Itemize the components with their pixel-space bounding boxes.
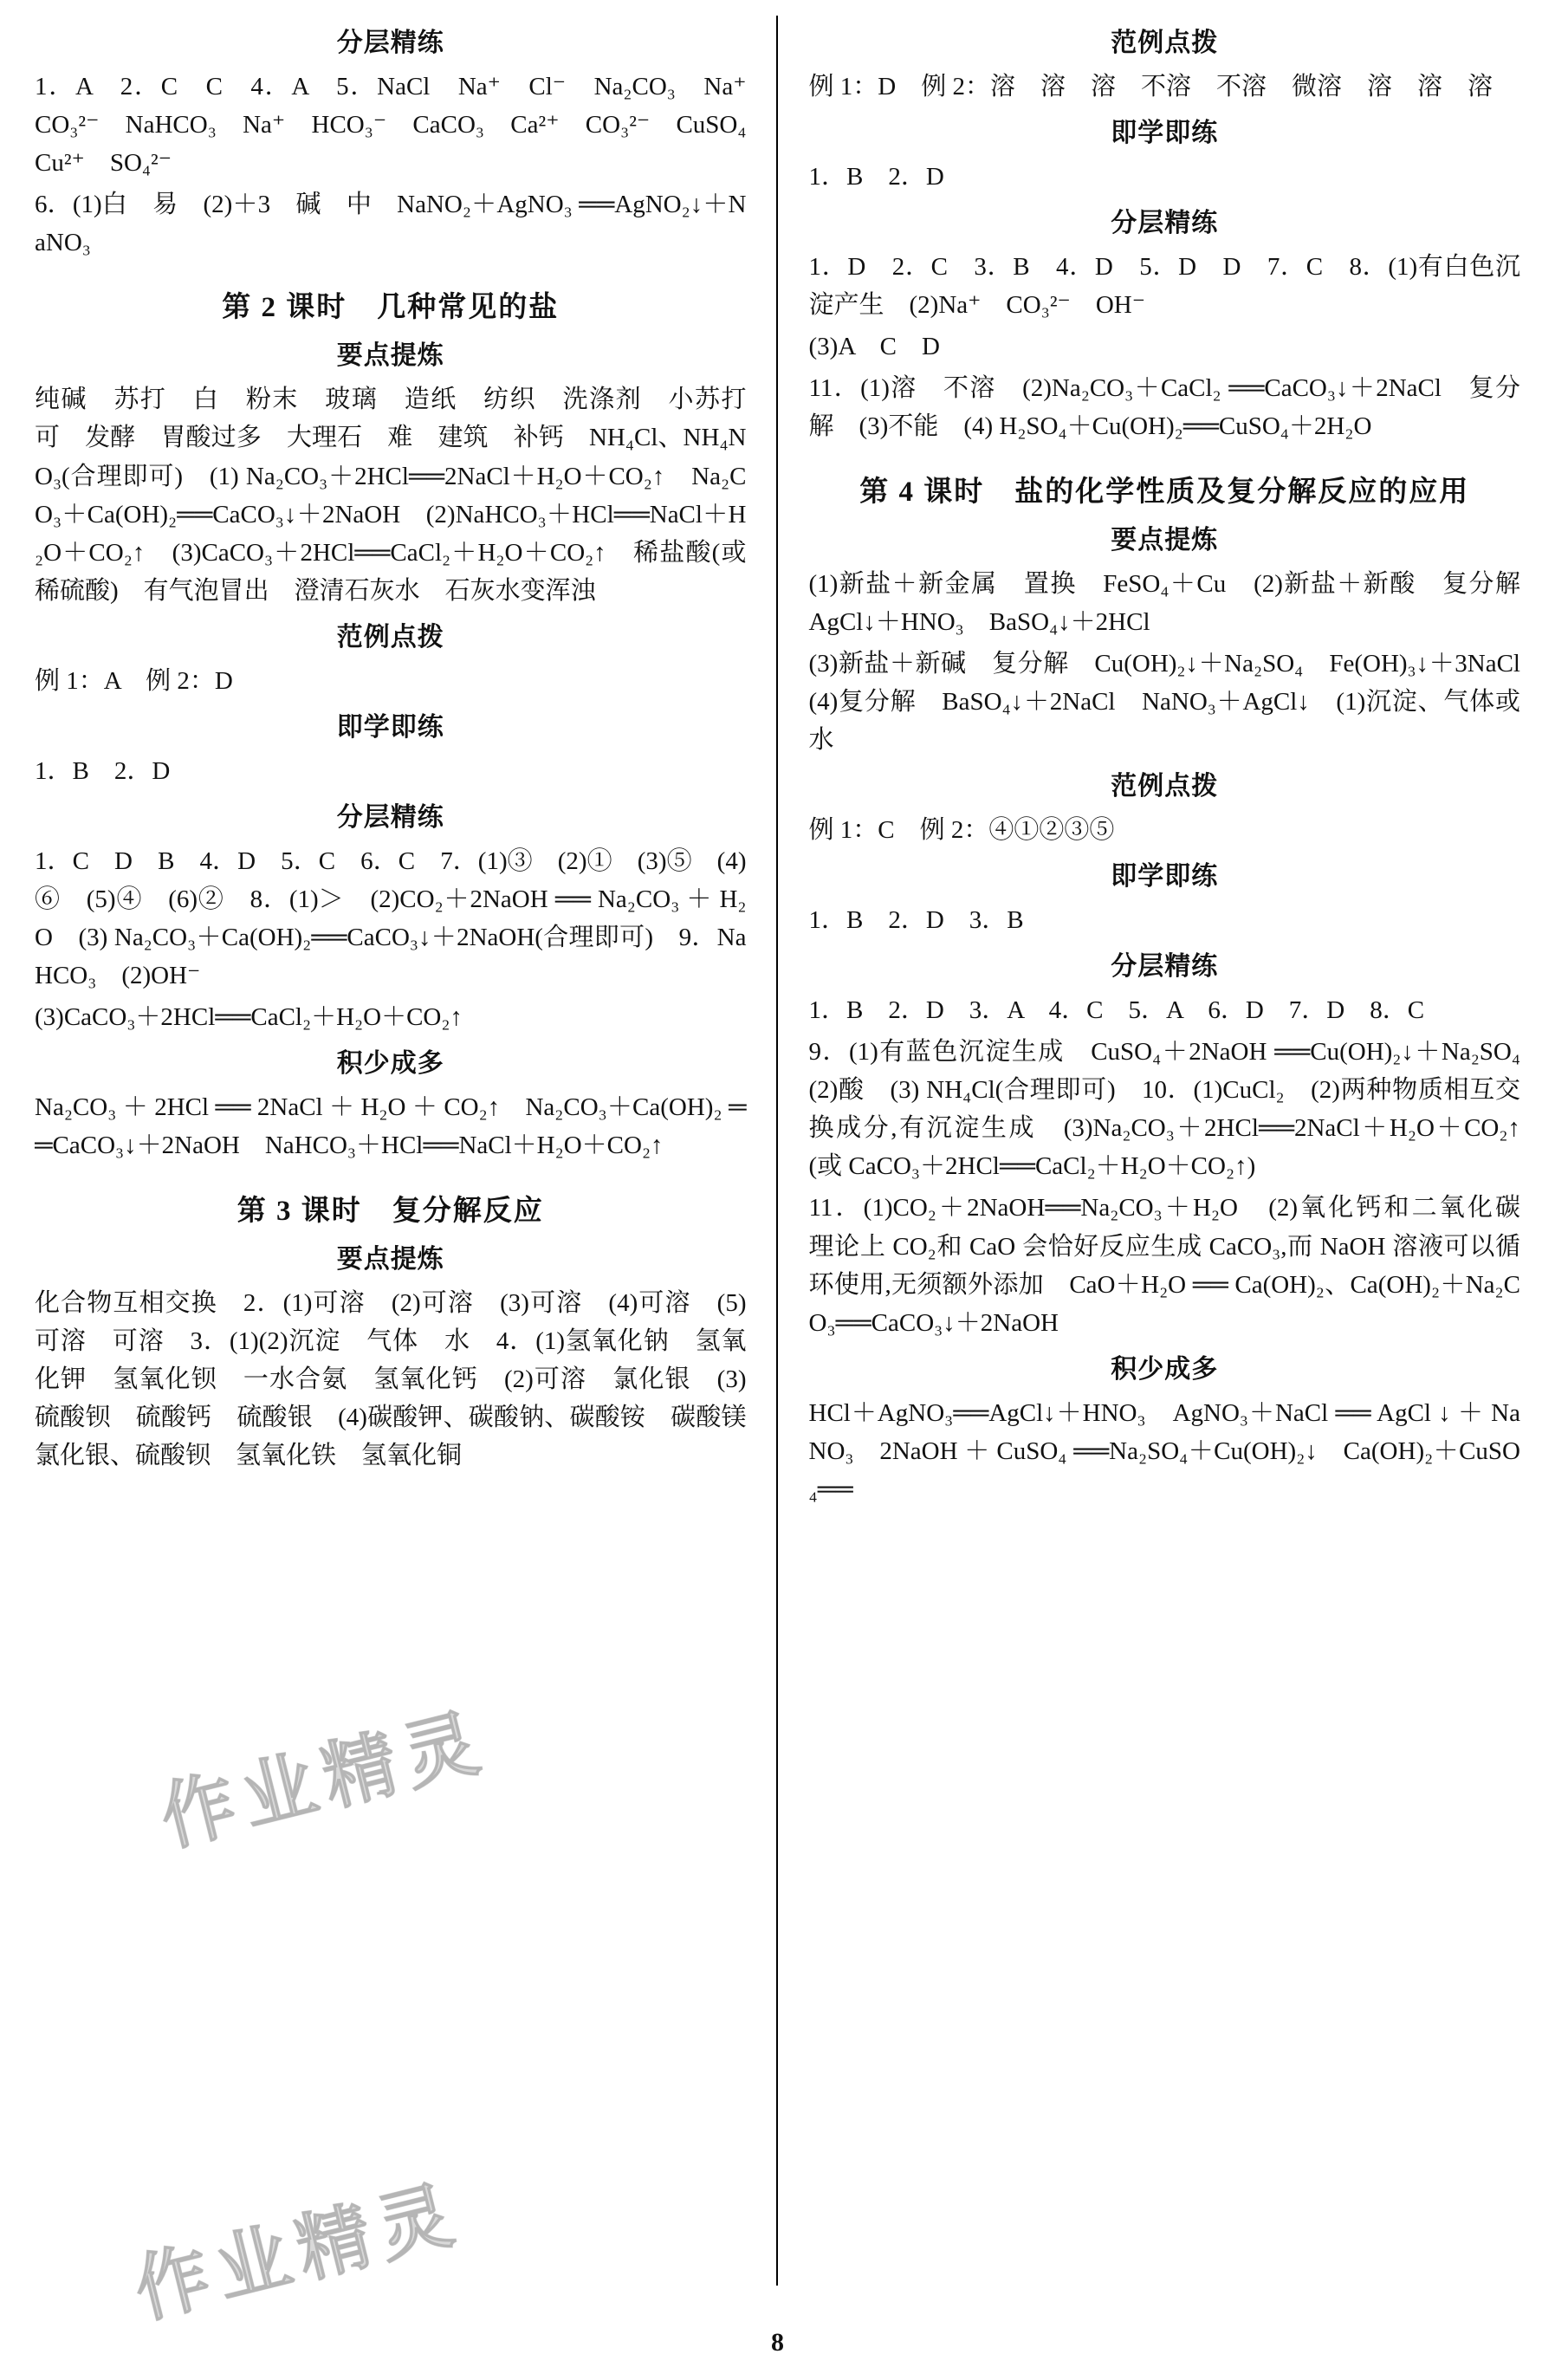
left-column (35, 16, 778, 2286)
lesson-title-4: 第 4 课时 盐的化学性质及复分解反应的应用 (859, 476, 1470, 508)
answer-paragraph: 例 1：A 例 2：D (35, 666, 233, 695)
watermark: 作业精灵 (152, 1699, 496, 1861)
answer-paragraph: (1)新盐＋新金属 置换 FeSO₄＋Cu (2)新盐＋新酸 复分解 AgCl↓＋HNO₃ BaSO₄↓＋2HCl (808, 569, 1546, 636)
heading-fanli-dianbo-r1: 范例点拨 (1111, 29, 1219, 57)
heading-yaodian-tilian-r: 要点提炼 (1111, 525, 1219, 554)
answer-paragraph: (3)A C D (808, 333, 940, 361)
heading-fenceng-jinglian-r2: 分层精练 (1111, 952, 1219, 982)
answer-paragraph: 11．(1)CO₂＋2NaOH══Na₂CO₃＋H₂O (2)氧化钙和二氧化碳 理论上 CO₂和 CaO 会恰好反应生成 CaCO₃,而 NaOH 溶液可以循环使用,无须额外添加 CaO＋H₂O ══ Ca(OH)₂、Ca(OH)₂＋Na₂CO₃══CaCO₃↓＋2NaOH (808, 1194, 1546, 1337)
two-column-layout (35, 16, 1546, 2286)
answer-paragraph: 1．D 2．C 3．B 4．D 5．D D 7．C 8．(1)有白色沉淀产生 (2)Na⁺ CO₃²⁻ OH⁻ (808, 253, 1520, 320)
answer-paragraph: 化合物互相交换 2．(1)可溶 (2)可溶 (3)可溶 (4)可溶 (5)可溶 可溶 3．(1)(2)沉淀 气体 水 4．(1)氢氧化钠 氢氧化钾 氢氧化钡 一水合氨 氢氧化钙 (2)可溶 氯化银 (3)硫酸钡 硫酸钙 硫酸银 (4)碳酸钾、碳酸钠、碳酸铵 碳酸镁 氯化银、硫酸钡 氢氧化铁 氢氧化铜 (35, 1288, 772, 1469)
heading-jixue-jilian-r1: 即学即练 (1111, 119, 1219, 148)
answer-paragraph: 1．B 2．D 3．B (808, 906, 1024, 935)
heading-yaodian-tilian-2: 要点提炼 (336, 1244, 444, 1274)
answer-paragraph: 1．C D B 4．D 5．C 6．C 7．(1)③ (2)① (3)⑤ (4)⑥ (5)④ (6)② 8．(1)＞ (2)CO₂＋2NaOH ══ Na₂CO₃ ＋ H₂O (3) Na₂CO₃＋Ca(OH)₂══CaCO₃↓＋2NaOH(合理即可) 9．NaHCO₃ (2)OH⁻ (35, 847, 747, 990)
heading-fanli-dianbo: 范例点拨 (336, 622, 444, 652)
heading-fenceng-jinglian-2: 分层精练 (336, 803, 444, 833)
lesson-title-2: 第 2 课时 几种常见的盐 (222, 292, 560, 324)
heading-jishao-chengduo: 积少成多 (336, 1049, 444, 1079)
answer-paragraph: 例 1：C 例 2：④①②③⑤ (808, 815, 1115, 844)
answer-paragraph: 例 1：D 例 2：溶 溶 溶 不溶 不溶 微溶 溶 溶 溶 (808, 73, 1493, 101)
answer-paragraph: (3)新盐＋新碱 复分解 Cu(OH)₂↓＋Na₂SO₄ Fe(OH)₃↓＋3NaCl (4)复分解 BaSO₄↓＋2NaCl NaNO₃＋AgCl↓ (1)沉淀、气体或水 (808, 649, 1546, 754)
answer-paragraph: HCl＋AgNO₃══AgCl↓＋HNO₃ AgNO₃＋NaCl ══ AgCl ↓ ＋ NaNO₃ 2NaOH ＋ CuSO₄ ══Na₂SO₄＋Cu(OH)₂↓ Ca(OH)₂＋CuSO₄══ (808, 1398, 1520, 1503)
answer-paragraph: Na₂CO₃ ＋ 2HCl ══ 2NaCl ＋ H₂O ＋ CO₂↑ Na₂CO₃＋Ca(OH)₂ ══CaCO₃↓＋2NaOH NaHCO₃＋HCl══NaCl＋H₂O＋CO₂↑ (35, 1093, 747, 1160)
heading-jixue-jilian-r2: 即学即练 (1111, 862, 1219, 892)
heading-fenceng-jinglian-r1: 分层精练 (1111, 209, 1219, 238)
answer-paragraph: 1．A 2．C C 4．A 5．NaCl Na⁺ Cl⁻ Na₂CO₃ Na⁺ CO₃²⁻ NaHCO₃ Na⁺ HCO₃⁻ CaCO₃ Ca²⁺ CO₃²⁻ CuSO₄ Cu²⁺ SO₄²⁻ (35, 73, 772, 178)
heading-jixue-jilian: 即学即练 (336, 712, 444, 742)
heading-fanli-dianbo-r2: 范例点拨 (1111, 771, 1219, 801)
answer-paragraph: 1．B 2．D (35, 756, 171, 785)
right-column (778, 16, 1546, 2286)
heading-jishao-chengduo-r: 积少成多 (1111, 1354, 1219, 1384)
heading-fenceng-jinglian-1: 分层精练 (336, 29, 444, 57)
answer-paragraph: 11．(1)溶 不溶 (2)Na₂CO₃＋CaCl₂ ══CaCO₃↓＋2NaCl 复分解 (3)不能 (4) H₂SO₄＋Cu(OH)₂══CuSO₄＋2H₂O (808, 374, 1520, 441)
lesson-title-3: 第 3 课时 复分解反应 (236, 1195, 544, 1227)
answer-paragraph: 6．(1)白 易 (2)＋3 碱 中 NaNO₂＋AgNO₃ ══AgNO₂↓＋NaNO₃ (35, 191, 747, 257)
answer-paragraph: 纯碱 苏打 白 粉末 玻璃 造纸 纺织 洗涤剂 小苏打 可 发酵 胃酸过多 大理石 难 建筑 补钙 NH₄Cl、NH₄NO₃(合理即可) (1) Na₂CO₃＋2HCl══2NaCl＋H₂O＋CO₂↑ Na₂CO₃＋Ca(OH)₂══CaCO₃↓＋2NaOH (2)NaHCO₃＋HCl══NaCl＋H₂O＋CO₂↑ (3)CaCO₃＋2HCl══CaCl₂＋H₂O＋CO₂↑ 稀盐酸(或稀硫酸) 有气泡冒出 澄清石灰水 石灰水变浑浊 (35, 386, 772, 605)
page-number: 8 (771, 2328, 784, 2357)
heading-yaodian-tilian: 要点提炼 (336, 341, 444, 371)
answer-paragraph: 9．(1)有蓝色沉淀生成 CuSO₄＋2NaOH ══Cu(OH)₂↓＋Na₂SO₄ (2)酸 (3) NH₄Cl(合理即可) 10．(1)CuCl₂ (2)两种物质相互交换成分,有沉淀生成 (3)Na₂CO₃＋2HCl══2NaCl＋H₂O＋CO₂↑ (或 CaCO₃＋2HCl══CaCl₂＋H₂O＋CO₂↑) (808, 1038, 1546, 1181)
answer-paragraph: 1．B 2．D (808, 163, 944, 191)
answer-paragraph: 1．B 2．D 3．A 4．C 5．A 6．D 7．D 8．C (808, 996, 1425, 1025)
watermark: 作业精灵 (126, 2171, 470, 2333)
answer-paragraph: (3)CaCO₃＋2HCl══CaCl₂＋H₂O＋CO₂↑ (35, 1003, 463, 1032)
